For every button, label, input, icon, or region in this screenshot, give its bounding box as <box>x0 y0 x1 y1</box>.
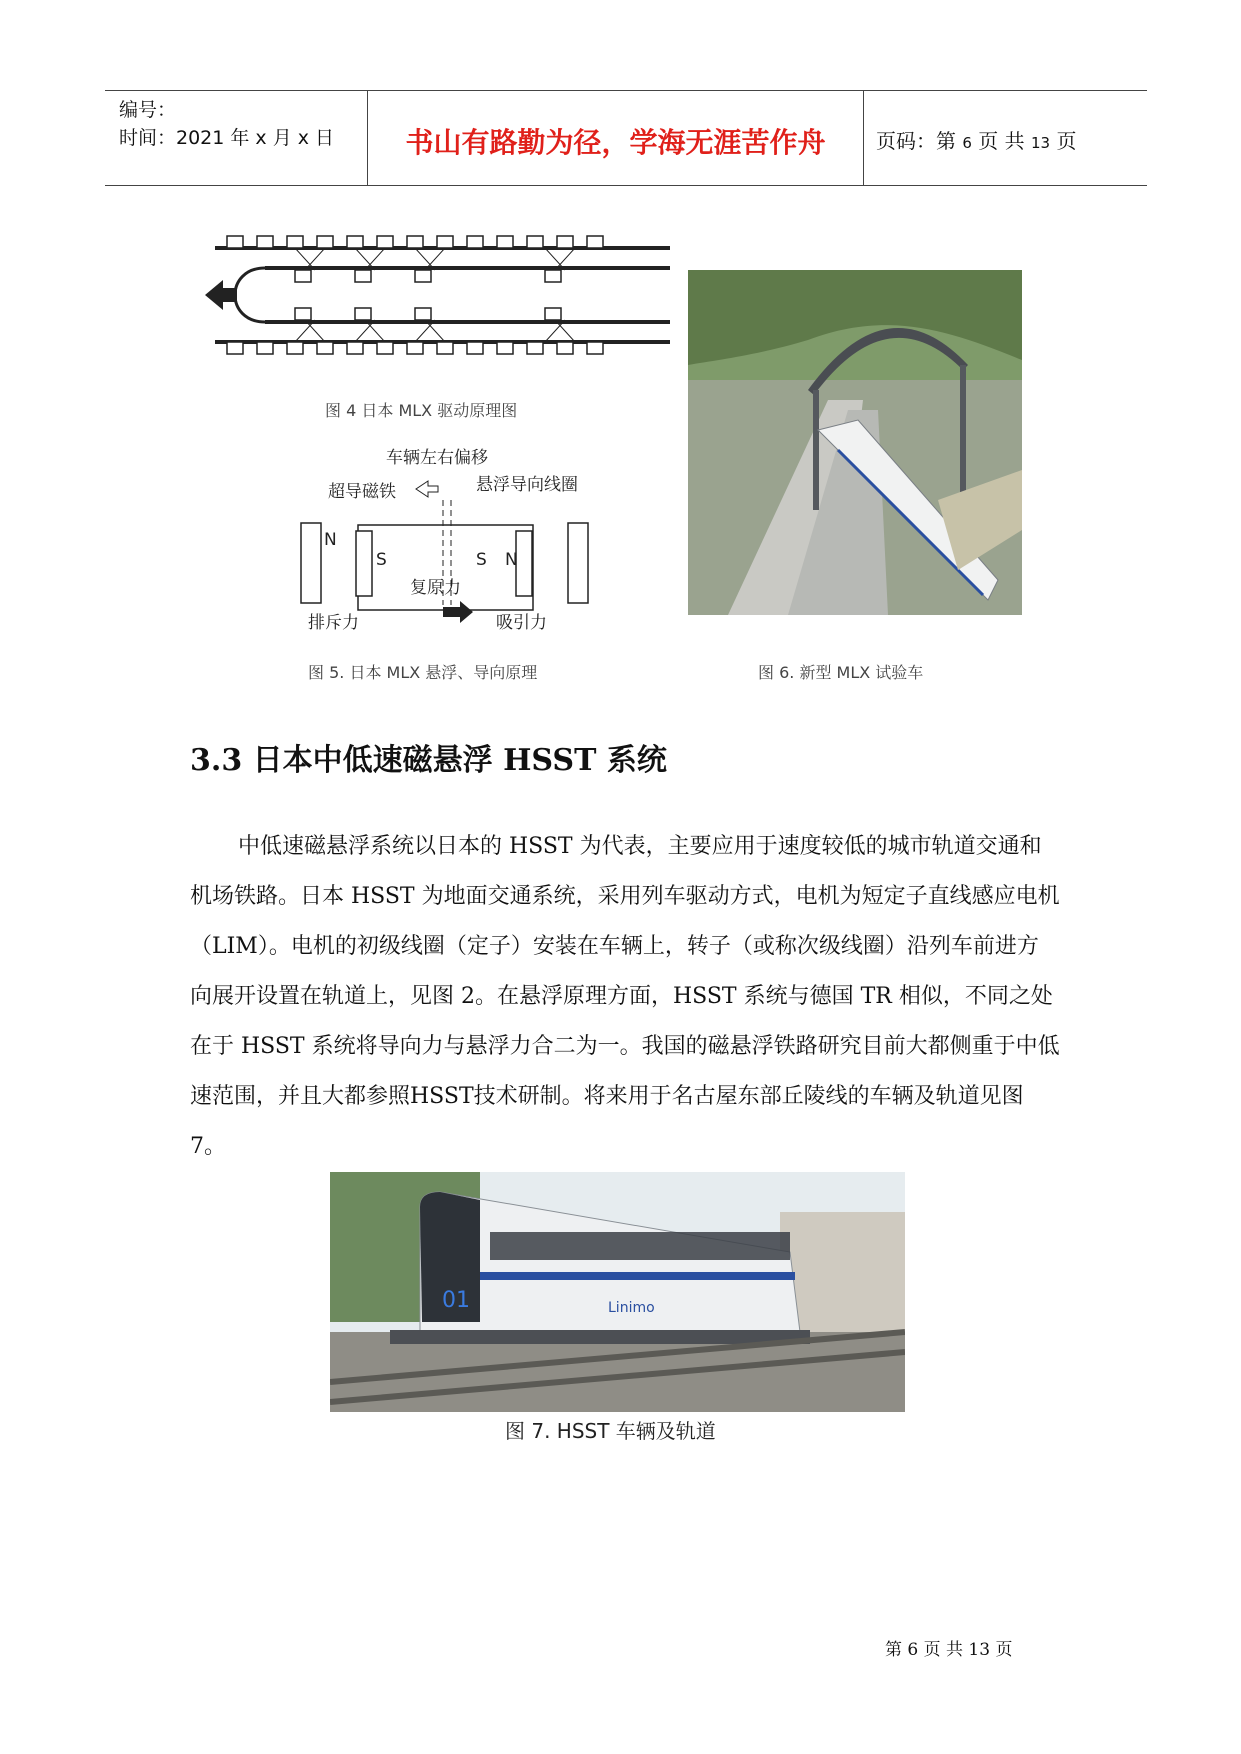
figure-6-caption: 图 6. 新型 MLX 试验车 <box>758 663 924 682</box>
doc-number-label: 编号： <box>119 99 177 121</box>
label-repel: 排斥力 <box>308 613 359 633</box>
figure-5-diagram <box>298 445 598 635</box>
paragraph-text: 中低速磁悬浮系统以日本的 HSST 为代表，主要应用于速度较低的城市轨道交通和机场铁路。日本 HSST 为地面交通系统，采用列车驱动方式，电机为短定子直线感应电机（LIM）。电机的初级线圈（定子）安装在车辆上，转子（或称次级线圈）沿列车前进方向展开设置在轨道上，见图 2。在悬浮原理方面，HSST 系统与德国 TR 相似，不同之处在于 HSST 系统将导向力与悬浮力合二为一。我国的磁悬浮铁路研究目前大都侧重于中低速范围，并且大都参照HSST技术研制。将来用于名古屋东部丘陵线的车辆及轨道见图 7。 <box>190 834 1060 1159</box>
page-total: 13 <box>1030 134 1051 152</box>
figure-4-caption: 图 4 日本 MLX 驱动原理图 <box>325 401 518 420</box>
label-offset: 车辆左右偏移 <box>386 448 488 468</box>
page-indicator <box>876 125 1076 154</box>
label-s-right: S <box>476 550 487 570</box>
page-prefix: 页码：第 <box>876 129 956 153</box>
page-header <box>105 90 1147 186</box>
label-n-left: N <box>324 530 337 550</box>
train-number-text: 01 <box>442 1288 470 1313</box>
label-restore: 复原力 <box>410 578 461 598</box>
figure-5-caption: 图 5. 日本 MLX 悬浮、导向原理 <box>308 663 538 682</box>
label-magnet: 超导磁铁 <box>328 482 396 502</box>
header-motto-cell <box>368 91 864 185</box>
motto-text: 书山有路勤为径，学海无涯苦作舟 <box>405 126 826 159</box>
figure-7-photo <box>330 1172 905 1412</box>
body-paragraph <box>190 822 1060 1172</box>
label-n-right: N <box>505 550 518 570</box>
train-brand-text: Linimo <box>608 1300 655 1316</box>
page-suffix: 页 <box>1056 129 1077 153</box>
header-page-cell <box>864 91 1147 185</box>
page-mid: 页 共 <box>978 129 1025 153</box>
page-number: 6 <box>962 134 972 152</box>
header-meta-cell <box>105 91 368 185</box>
figure-4-diagram <box>205 230 675 380</box>
section-heading: 3.3 日本中低速磁悬浮 HSST 系统 <box>190 743 667 778</box>
label-attract: 吸引力 <box>496 613 547 633</box>
figure-6-photo <box>688 270 1022 615</box>
label-coil: 悬浮导向线圈 <box>476 475 578 495</box>
doc-time-label: 时间：2021 年 x 月 x 日 <box>119 127 335 149</box>
figure-7-caption: 图 7. HSST 车辆及轨道 <box>505 1419 716 1443</box>
label-s-left: S <box>376 550 387 570</box>
page-footer: 第 6 页 共 13 页 <box>885 1640 1013 1660</box>
